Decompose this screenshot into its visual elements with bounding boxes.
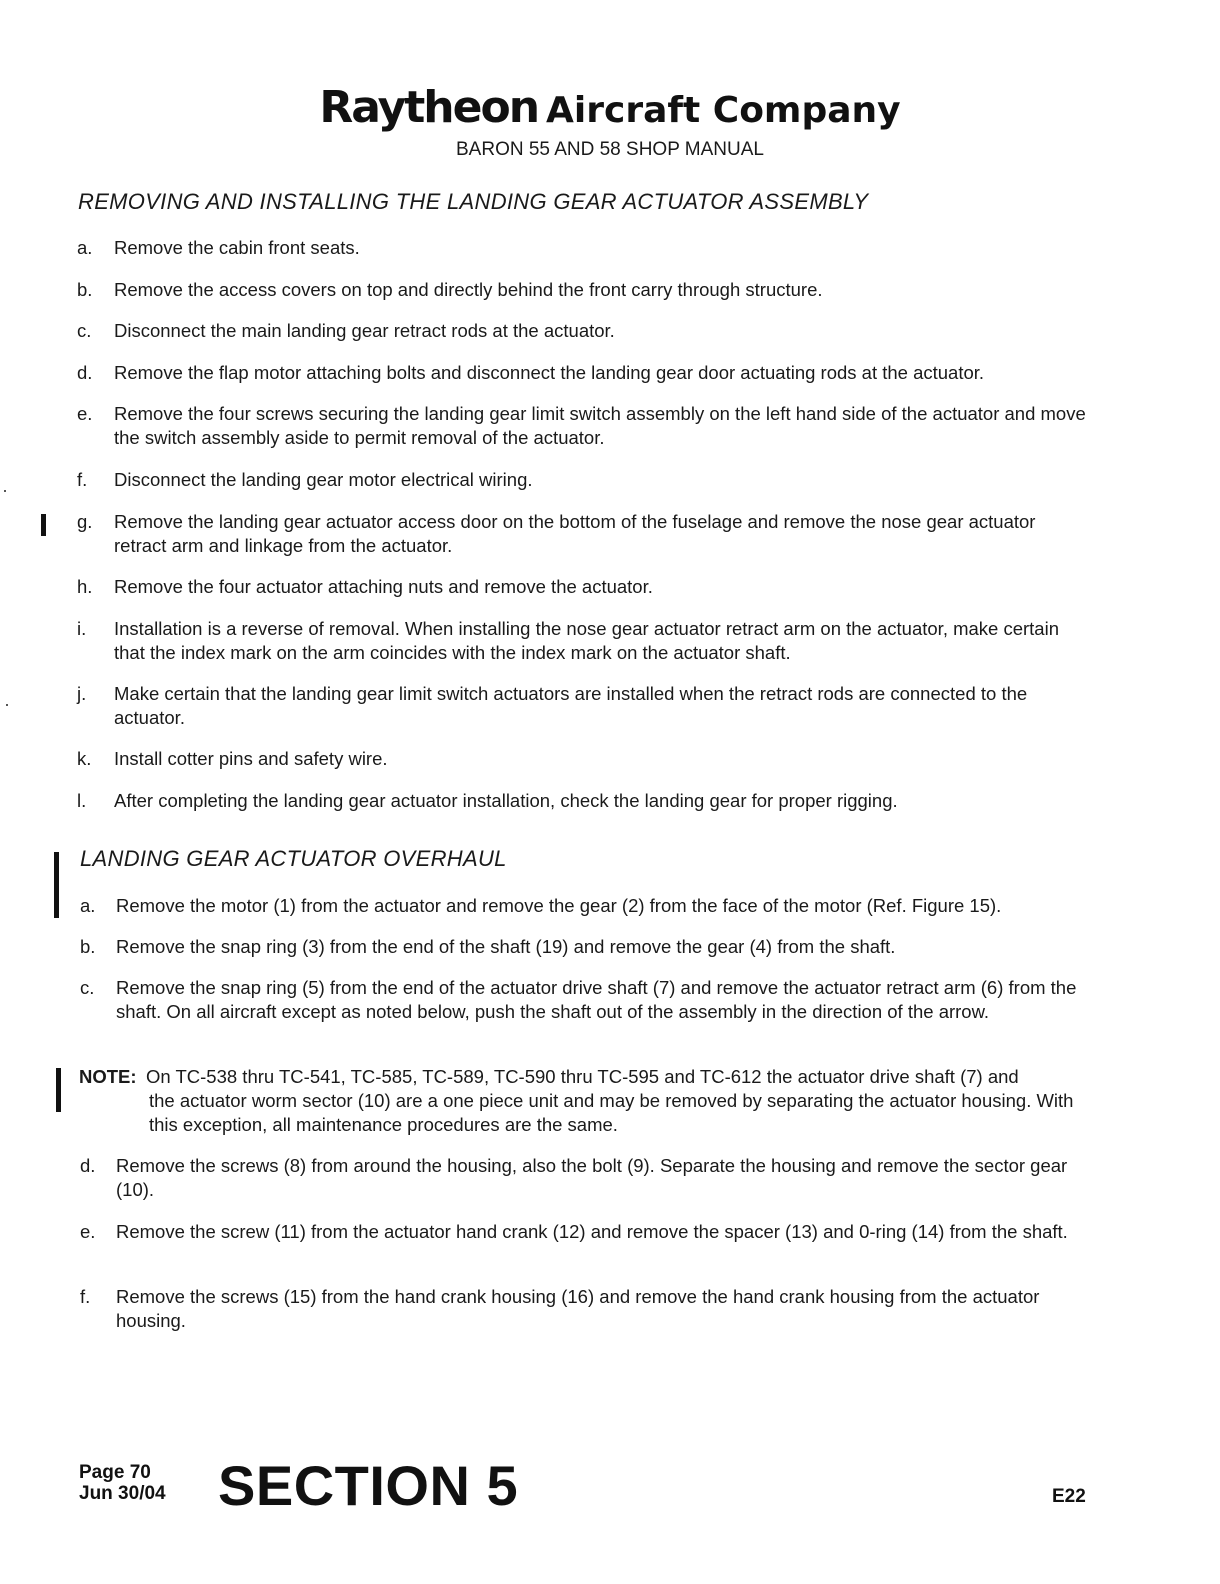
step-letter: i.: [77, 618, 87, 639]
step-letter: l.: [77, 790, 87, 811]
step-letter: e.: [80, 1221, 96, 1242]
section-title-actuator-overhaul: LANDING GEAR ACTUATOR OVERHAUL: [80, 846, 507, 871]
step-letter: f.: [77, 469, 88, 490]
step-letter: a.: [77, 237, 93, 258]
section-title-removing-installing: REMOVING AND INSTALLING THE LANDING GEAR ACTUATOR ASSEMBLY: [78, 189, 869, 214]
step-letter: k.: [77, 748, 92, 769]
revision-date: Jun 30/04: [79, 1483, 166, 1504]
manual-subtitle: BARON 55 AND 58 SHOP MANUAL: [456, 139, 764, 160]
note-label: NOTE:: [79, 1066, 137, 1087]
step-letter: b.: [80, 936, 96, 957]
step-letter: g.: [77, 511, 93, 532]
step-text: Remove the screw (11) from the actuator hand crank (12) and remove the spacer (13) and 0-ring (14) from the shaft.: [116, 1221, 1068, 1242]
page-number: Page 70: [79, 1462, 151, 1483]
step-text: After completing the landing gear actuator installation, check the landing gear for proper rigging.: [114, 790, 898, 811]
step-text: Remove the four screws securing the landing gear limit switch assembly on the left hand side of the actuator and move the switch assembly aside to permit removal of the actuator.: [114, 403, 1086, 448]
step-letter: b.: [77, 279, 93, 300]
company-name-suffix: Aircraft Company: [546, 90, 901, 131]
step-text: Remove the snap ring (5) from the end of the actuator drive shaft (7) and remove the actuator retract arm (6) from the shaft. On all aircraft except as noted below, push the shaft out of the assembly in the direction of the arrow.: [116, 977, 1077, 1022]
change-bar: [54, 852, 59, 918]
step-text: Remove the cabin front seats.: [114, 237, 360, 258]
step-text: Make certain that the landing gear limit switch actuators are installed when the retract rods are connected to the actuator.: [114, 683, 1028, 728]
change-bar: [56, 1068, 61, 1112]
note-text: [146, 1065, 1091, 1137]
step-text: Remove the screws (8) from around the housing, also the bolt (9). Separate the housing and remove the sector gear (10).: [116, 1155, 1068, 1200]
note-continuation: the actuator worm sector (10) are a one piece unit and may be removed by separating the actuator housing. With this exception, all maintenance procedures are the same.: [149, 1090, 1074, 1135]
step-text: Remove the screws (15) from the hand crank housing (16) and remove the hand crank housing from the actuator housing.: [116, 1286, 1040, 1331]
step-letter: d.: [77, 362, 93, 383]
company-brand: [319, 82, 900, 133]
step-letter: e.: [77, 403, 93, 424]
scan-speck: [6, 704, 8, 706]
step-text: Remove the landing gear actuator access door on the bottom of the fuselage and remove the nose gear actuator retract arm and linkage from the actuator.: [114, 511, 1036, 556]
step-letter: c.: [77, 320, 92, 341]
page-number-block: [79, 1462, 166, 1504]
change-bar: [41, 514, 46, 536]
step-text: Installation is a reverse of removal. When installing the nose gear actuator retract arm on the actuator, make certain that the index mark on the arm coincides with the index mark on the actuator shaft.: [114, 618, 1059, 663]
note-first-line: On TC-538 thru TC-541, TC-585, TC-589, TC-590 thru TC-595 and TC-612 the actuator drive shaft (7) and: [146, 1066, 1019, 1087]
step-text: Remove the motor (1) from the actuator and remove the gear (2) from the face of the motor (Ref. Figure 15).: [116, 895, 1002, 916]
step-letter: j.: [77, 683, 87, 704]
raytheon-logo: Raytheon: [319, 82, 539, 133]
document-header: [0, 82, 1220, 133]
step-text: Remove the flap motor attaching bolts and disconnect the landing gear door actuating rods at the actuator.: [114, 362, 985, 383]
step-letter: c.: [80, 977, 95, 998]
step-letter: d.: [80, 1155, 96, 1176]
step-text: Install cotter pins and safety wire.: [114, 748, 388, 769]
step-letter: a.: [80, 895, 96, 916]
section-label: SECTION 5: [218, 1454, 519, 1517]
step-text: Disconnect the landing gear motor electrical wiring.: [114, 469, 533, 490]
step-text: Remove the four actuator attaching nuts and remove the actuator.: [114, 576, 653, 597]
scan-speck: [4, 490, 6, 492]
step-text: Remove the snap ring (3) from the end of the shaft (19) and remove the gear (4) from the shaft.: [116, 936, 896, 957]
step-text: Remove the access covers on top and directly behind the front carry through structure.: [114, 279, 823, 300]
page-code: E22: [1052, 1486, 1086, 1507]
step-letter: f.: [80, 1286, 91, 1307]
step-letter: h.: [77, 576, 93, 597]
step-text: Disconnect the main landing gear retract rods at the actuator.: [114, 320, 615, 341]
